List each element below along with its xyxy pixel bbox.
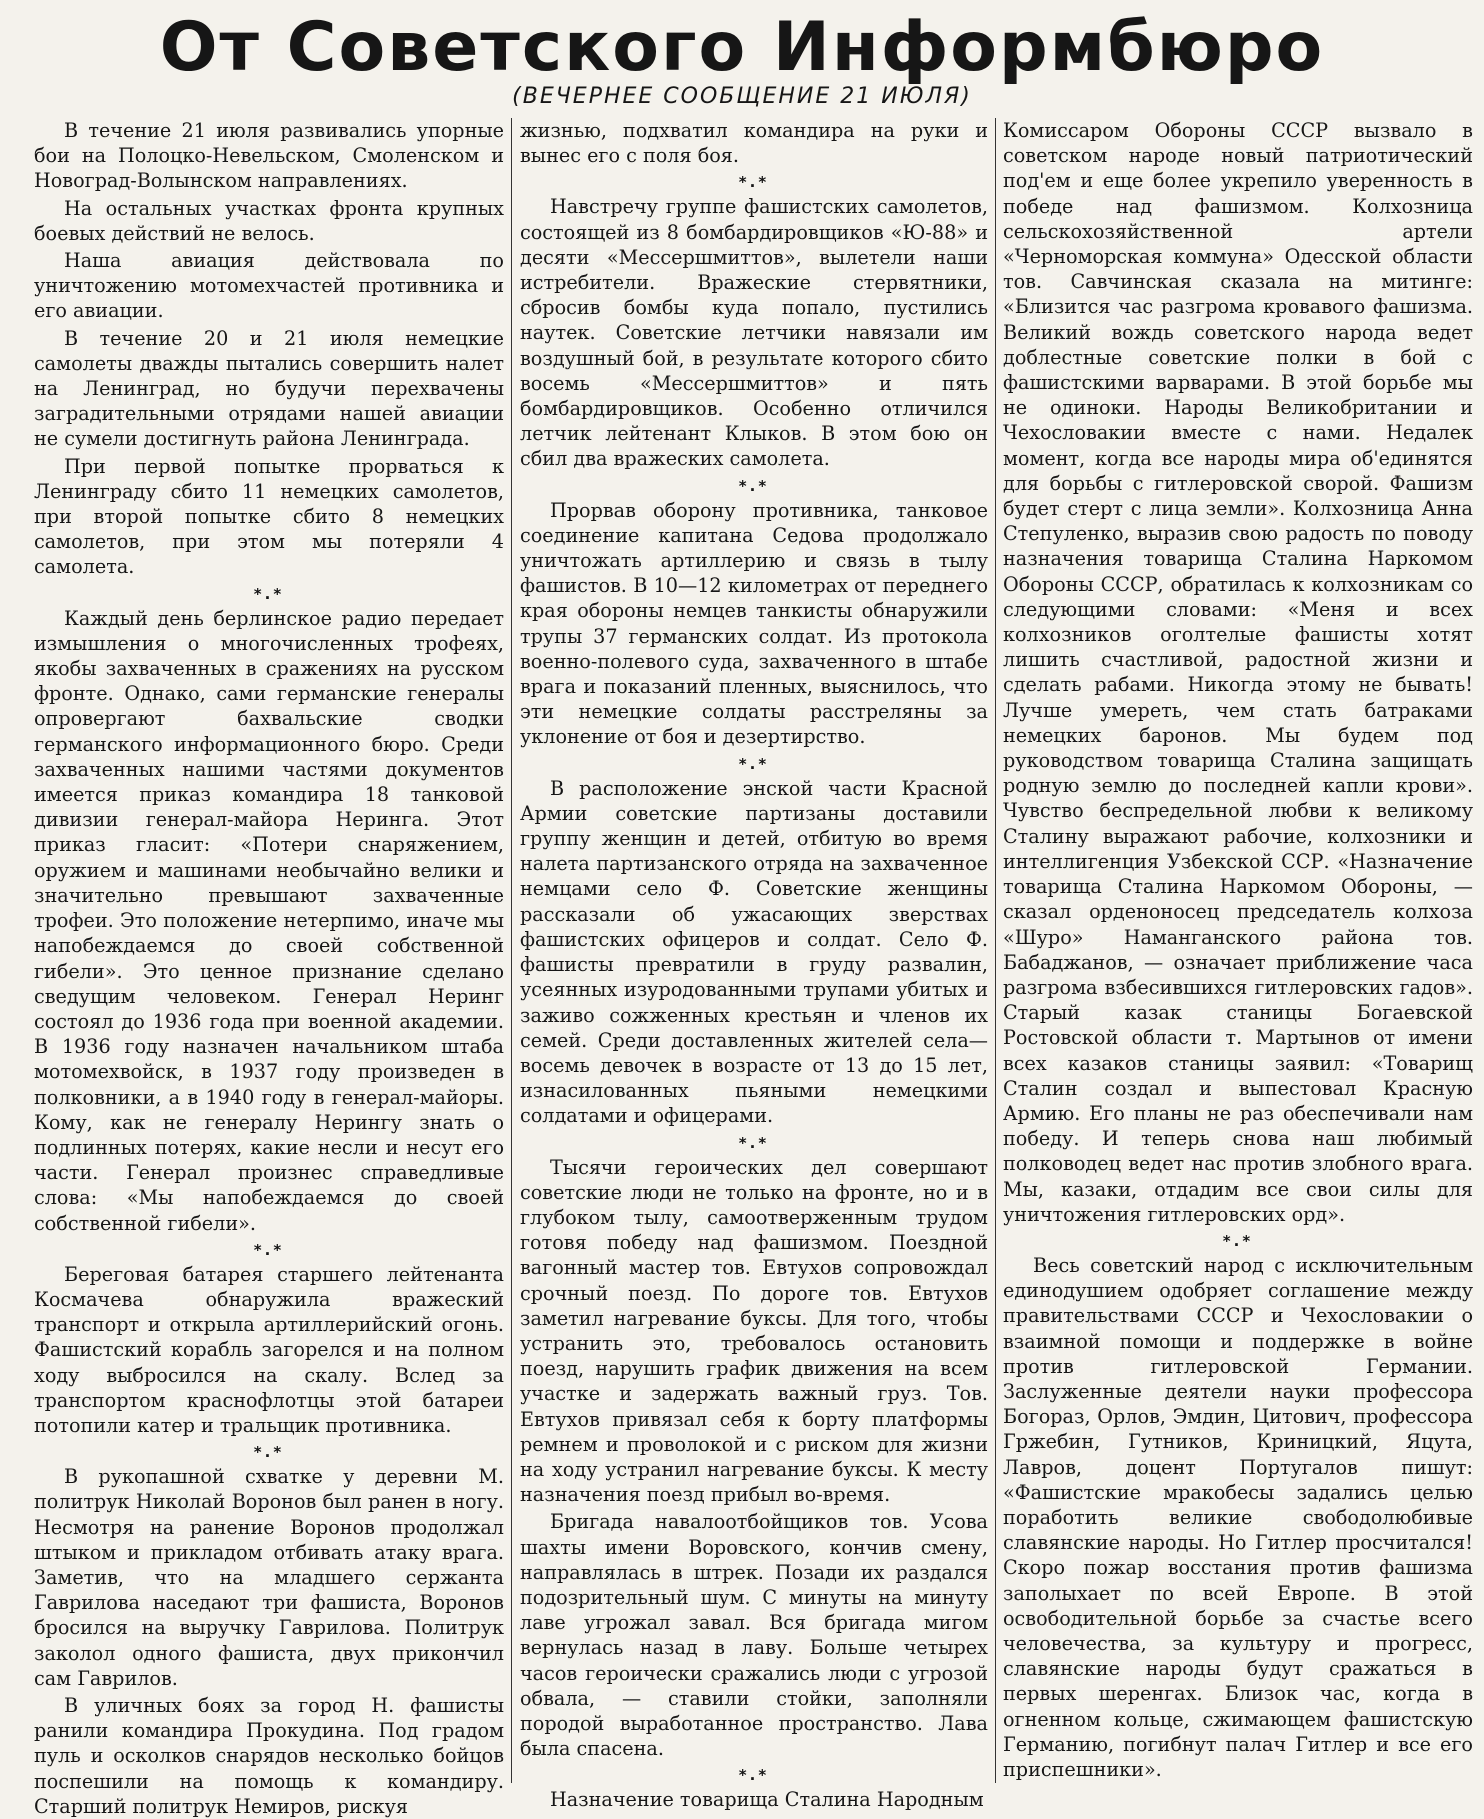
article-paragraph: Тысячи героических дел совершают советские люди не только на фронте, но и в глубоком тылу, самоотверженным трудом готовя победу над фашизмом. Поездной вагонный мастер тов. Евтухов сопровождал срочный поезд. По дороге тов. Евтухов заметил нагревание буксы. Для того, чтобы устранить это, требовалось остановить поезд, нарушить график движения на всем участке и задержать важный груз. Тов. Евтухов привязал себя к борту платформы ремнем и проволокой и с риском для жизни на ходу устранил нагревание буксы. К месту назначения поезд прибыл во-время. <box>520 1155 988 1507</box>
article-paragraph: Прорвав оборону противника, танковое соединение капитана Седова продолжало уничтожать артиллерию и связь в тылу фашистов. В 10—12 километрах от переднего края обороны немцев танкисты обнаружили трупы 37 германских солдат. Из протокола военно-полевого суда, захваченного в штабе врага и показаний пленных, выяснилось, что эти немецкие солдаты расстреляны за уклонение от боя и дезертирство. <box>520 498 988 749</box>
article-paragraph: Комиссаром Обороны СССР вызвало в советском народе новый патриотический под'ем и еще более укрепило уверенность в победе над фашизмом. Колхозница сельскохозяйственной артели «Черноморская коммуна» Одесской области тов. Савчинская сказала на митинге: «Близится час разгрома кровавого фашизма. Великий вождь советского народа ведет доблестные советские полки в бой с фашистскими варварами. В этой борьбе мы не одиноки. Народы Великобритании и Чехословакии вместе с нами. Недалек момент, когда все народы мира об'единятся для борьбы с гитлеровской сворой. Фашизм будет стерт с лица земли». Колхозница Анна Степуленко, выразив свою радость по поводу назначения товарища Сталина Наркомом Обороны СССР, обратилась к колхозникам со следующими словами: «Меня и всех колхозников оголтелые фашисты хотят лишить счастливой, радостной жизни и сделать рабами. Никогда этому не бывать! Лучше умереть, чем стать батраками немецких баронов. Мы будем под руководством товарища Сталина защищать родную землю до последней капли крови». Чувство беспредельной любви к великому Сталину выражают рабочие, колхозники и интеллигенция Узбекской ССР. «Назначение товарища Сталина Наркомом Обороны, — сказал орденоносец председатель колхоза «Шуро» Наманганского района тов. Бабаджанов, — означает приближение часа разгрома взбесившихся гитлеровских гадов». Старый казак станицы Богаевской Ростовской области т. Мартынов от имени всех казаков станицы заявил: «Товарищ Сталин создал и выпестовал Красную Армию. Его планы не раз обеспечивали нам победу. И теперь снова наш любимый полководец ведет нас против злобного врага. Мы, казаки, отдадим все свои силы для уничтожения гитлеровских орд». <box>1003 119 1473 1226</box>
headline: От Советского Информбюро <box>159 8 1325 87</box>
article-paragraph: Бригада навалоотбойщиков тов. Усова шахты имени Воровского, кончив смену, направлялась в штрек. Позади их раздался подозрительный шум. С минуты на минуту лаве угрожал завал. Вся бригада мигом вернулась назад в лаву. Больше четырех часов героически сражались люди с угрозой обвала, — ставили стойки, заполняли породой выработанное пространство. Лава была спасена. <box>520 1510 988 1761</box>
article-column-3 <box>1003 118 1473 1780</box>
article-column-2 <box>520 118 988 1812</box>
article-paragraph: В течение 21 июля развивались упорные бои на Полоцко-Невельском, Смоленском и Новоград-Волынском направлениях. <box>34 119 504 193</box>
article-paragraph: На остальных участках фронта крупных боевых действий не велось. <box>34 196 504 245</box>
column-rule <box>995 118 996 1783</box>
section-separator: *.* <box>253 584 285 603</box>
section-separator: *.* <box>738 476 770 495</box>
article-paragraph: В расположение энской части Красной Армии советские партизаны доставили группу женщин и детей, отбитую во время налета партизанского отряда на захваченное немцами село Ф. Советские женщины рассказали об ужасающих зверствах фашистских офицеров и солдат. Село Ф. фашисты превратили в груду развалин, усеянных изуродованными трупами убитых и заживо сожженных крестьян и членов их семей. Среди доставленных жителей села—восемь девочек в возрасте от 13 до 15 лет, изнасилованных пьяными немецкими солдатами и офицерами. <box>520 776 988 1128</box>
article-paragraph: Назначение товарища Сталина Народным <box>550 1788 984 1812</box>
section-separator: *.* <box>253 1240 285 1259</box>
article-paragraph: При первой попытке прорваться к Ленинграду сбито 11 немецких самолетов, при второй попытке сбито 8 немецких самолетов, при этом мы потеряли 4 самолета. <box>34 454 504 579</box>
section-separator: *.* <box>1222 1231 1254 1250</box>
section-separator: *.* <box>738 754 770 773</box>
subheadline: (ВЕЧЕРНЕЕ СООБЩЕНИЕ 21 ИЮЛЯ) <box>512 84 972 109</box>
section-separator: *.* <box>253 1443 285 1462</box>
article-paragraph: жизнью, подхватил командира на руки и вынес его с поля боя. <box>520 119 988 168</box>
section-separator: *.* <box>738 1766 770 1785</box>
article-paragraph: Весь советский народ с исключительным единодушием одобряет соглашение между правительствами СССР и Чехословакии о взаимной помощи и поддержке в войне против гитлеровской Германии. Заслуженные деятели науки профессора Богораз, Орлов, Эмдин, Цитович, профессора Гржебин, Гутников, Криницкий, Яцута, Лавров, доцент Португалов пишут: «Фашистские мракобесы задались целью поработить великие свободолюбивые славянские народы. Но Гитлер просчитался! Скоро пожар восстания против фашизма заполыхает по всей Европе. В этой освободительной борьбе за счастье всего человечества, за культуру и прогресс, славянские народы будут сражаться в первых шеренгах. Близок час, когда в огненном кольце, сжимающем фашистскую Германию, погибнут палач Гитлер и все его приспешники». <box>1003 1253 1473 1781</box>
column-rule <box>511 118 512 1783</box>
article-paragraph: В рукопашной схватке у деревни М. политрук Николай Воронов был ранен в ногу. Несмотря на ранение Воронов продолжал штыком и прикладом отбивать атаку врага. Заметив, что на младшего сержанта Гаврилова наседают три фашиста, Воронов бросился на выручку Гаврилова. Политрук заколол одного фашиста, двух прикончил сам Гаврилов. <box>34 1465 504 1690</box>
article-paragraph: Береговая батарея старшего лейтенанта Космачева обнаружила вражеский транспорт и открыла артиллерийский огонь. Фашистский корабль загорелся и на полном ходу выбросился на скалу. Вслед за транспортом краснофлотцы этой батареи потопили катер и тральщик противника. <box>34 1262 504 1437</box>
section-separator: *.* <box>738 1133 770 1152</box>
article-paragraph: Навстречу группе фашистских самолетов, состоящей из 8 бомбардировщиков «Ю-88» и десяти «Мессершмиттов», вылетели наши истребители. Вражеские стервятники, сбросив бомбы куда попало, пустились наутек. Советские летчики навязали им воздушный бой, в результате которого сбито восемь «Мессершмиттов» и пять бомбардировщиков. Особенно отличился летчик лейтенант Клыков. В этом бою он сбил два вражеских самолета. <box>520 195 988 471</box>
section-separator: *.* <box>738 173 770 192</box>
article-paragraph: В течение 20 и 21 июля немецкие самолеты дважды пытались совершить налет на Ленинград, но будучи перехвачены заградительными отрядами нашей авиации не сумели достигнуть района Ленинграда. <box>34 326 504 451</box>
article-paragraph: В уличных боях за город Н. фашисты ранили командира Прокудина. Под градом пуль и осколков снарядов несколько бойцов поспешили на помощь к командиру. Старший политрук Немиров, рискуя <box>34 1693 504 1818</box>
article-paragraph: Наша авиация действовала по уничтожению мотомехчастей противника и его авиации. <box>34 249 504 323</box>
article-column-1 <box>34 118 504 1818</box>
article-paragraph: Каждый день берлинское радио передает измышления о многочисленных трофеях, якобы захваченных в сражениях на русском фронте. Однако, сами германские генералы опровергают бахвальские сводки германского информационного бюро. Среди захваченных нашими частями документов имеется приказ командира 18 танковой дивизии генерал-майора Неринга. Этот приказ гласит: «Потери снаряжением, оружием и машинами необычайно велики и значительно превышают захваченные трофеи. Это положение нетерпимо, иначе мы напобеждаемся до своей собственной гибели». Это ценное признание сделано сведущим человеком. Генерал Неринг состоял до 1936 года при военной академии. В 1936 году назначен начальником штаба мотомехвойск, в 1937 году произведен в полковники, а в 1940 году в генерал-майоры. Кому, как не генералу Нерингу знать о подлинных потерях, какие несли и несут его части. Генерал произнес справедливые слова: «Мы напобеждаемся до своей собственной гибели». <box>34 606 504 1235</box>
